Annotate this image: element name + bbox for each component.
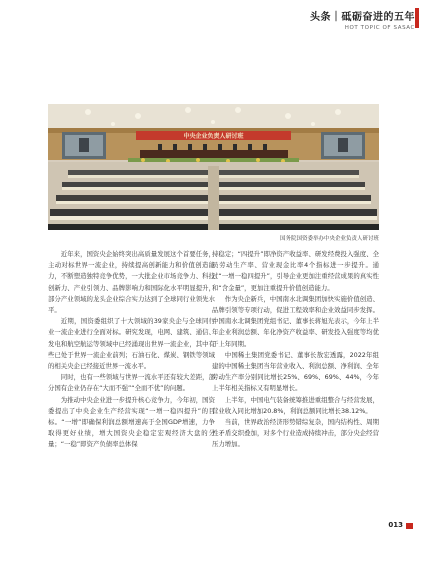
paragraph: 同时，也有一些领域与世界一流水平还有较大差距，部分国有企业仍存在“大而不强”“全而不优”的问题。: [48, 373, 215, 393]
paragraph: 近期，国资委组织了十大领域的39家央企与全球同行业一流企业进行全面对标。研究发现，电网、建筑、通信、发电和航空航运等领域中已经涌现出世界一流企业，其中有些已处于世界一流企业前列；石油石化、煤炭、钢铁等领域的相关央企已经接近世界一流水平。: [48, 317, 215, 371]
paragraph: 上半年，中国电气装备统筹推进重组整合与经营发展，营业收入同比增加20.8%，利润总额同比增长38.12%。: [212, 395, 379, 415]
conference-photo: [48, 104, 379, 230]
page-number-marker: [406, 523, 413, 529]
running-header: [310, 8, 415, 31]
article-right-column: [212, 249, 379, 451]
article-left-column: [48, 249, 215, 451]
stage-banner-text: 中央企业负责人研讨班: [183, 133, 244, 140]
photo-caption: 国务院国资委举办中央企业负责人研讨班: [279, 236, 379, 242]
paragraph: 中国稀土集团党委书记、董事长敖宏透露，2022年组建的中国稀土集团当年营业收入、利润总额、净利润、全年劳动生产率分别同比增长25%、69%、69%、44%，今年上半年相关指标又有明显增长。: [212, 350, 379, 393]
paragraph: 作为央企新兵，中国南水北调集团加快实施价值创造、品牌引领等专项行动，促进工程效率和企业效益同步发挥。中国南水北调集团党组书记、董事长蒋旭光表示，今年上半年企业利润总额、年化净资产收益率、研发投入强度等均优于上年同期。: [212, 294, 379, 348]
paragraph-continued: 持稳定；“四提升”即净资产收益率、研发经费投入强度、全员劳动生产率、营业现金比率4个指标进一步提升。通过“一增一稳四提升”，引导企业更加注重经营成果的真实性和“含金量”，更加注重提升价值创造能力。: [212, 250, 379, 292]
page-number: 013: [388, 521, 403, 529]
paragraph: 近年来，国资央企始终突出高质量发展这个首要任务，主动对标世界一流企业，持续提高创新能力和价值创造能力，不断塑造独特竞争优势，一大批企业市场竞争力、科技创新力、产业引领力、品牌影响力和国际化水平明显提升，部分产业领域的龙头企业综合实力达到了全球同行业领先水平。: [48, 250, 215, 315]
paragraph: 当前，世界政治经济形势错综复杂，国内结构性、周期性矛盾交织叠加，对多个行业造成持续冲击，部分央企经营压力增加。: [212, 418, 379, 449]
header-accent-bar: [415, 8, 419, 28]
section-subtitle: HOT TOPIC OF SASAC: [344, 25, 415, 31]
section-title: 头条｜砥砺奋进的五年: [310, 12, 415, 23]
paragraph: 为推动中央企业进一步提升核心竞争力，今年初，国资委提出了中央企业生产经营实现“一增一稳四提升”的目标。“一增”即确保利润总额增速高于全国GDP增速，力争取得更好业绩，增大国资央企稳定宏观经济大盘的分量；“一稳”即资产负债率总体保: [48, 395, 215, 449]
